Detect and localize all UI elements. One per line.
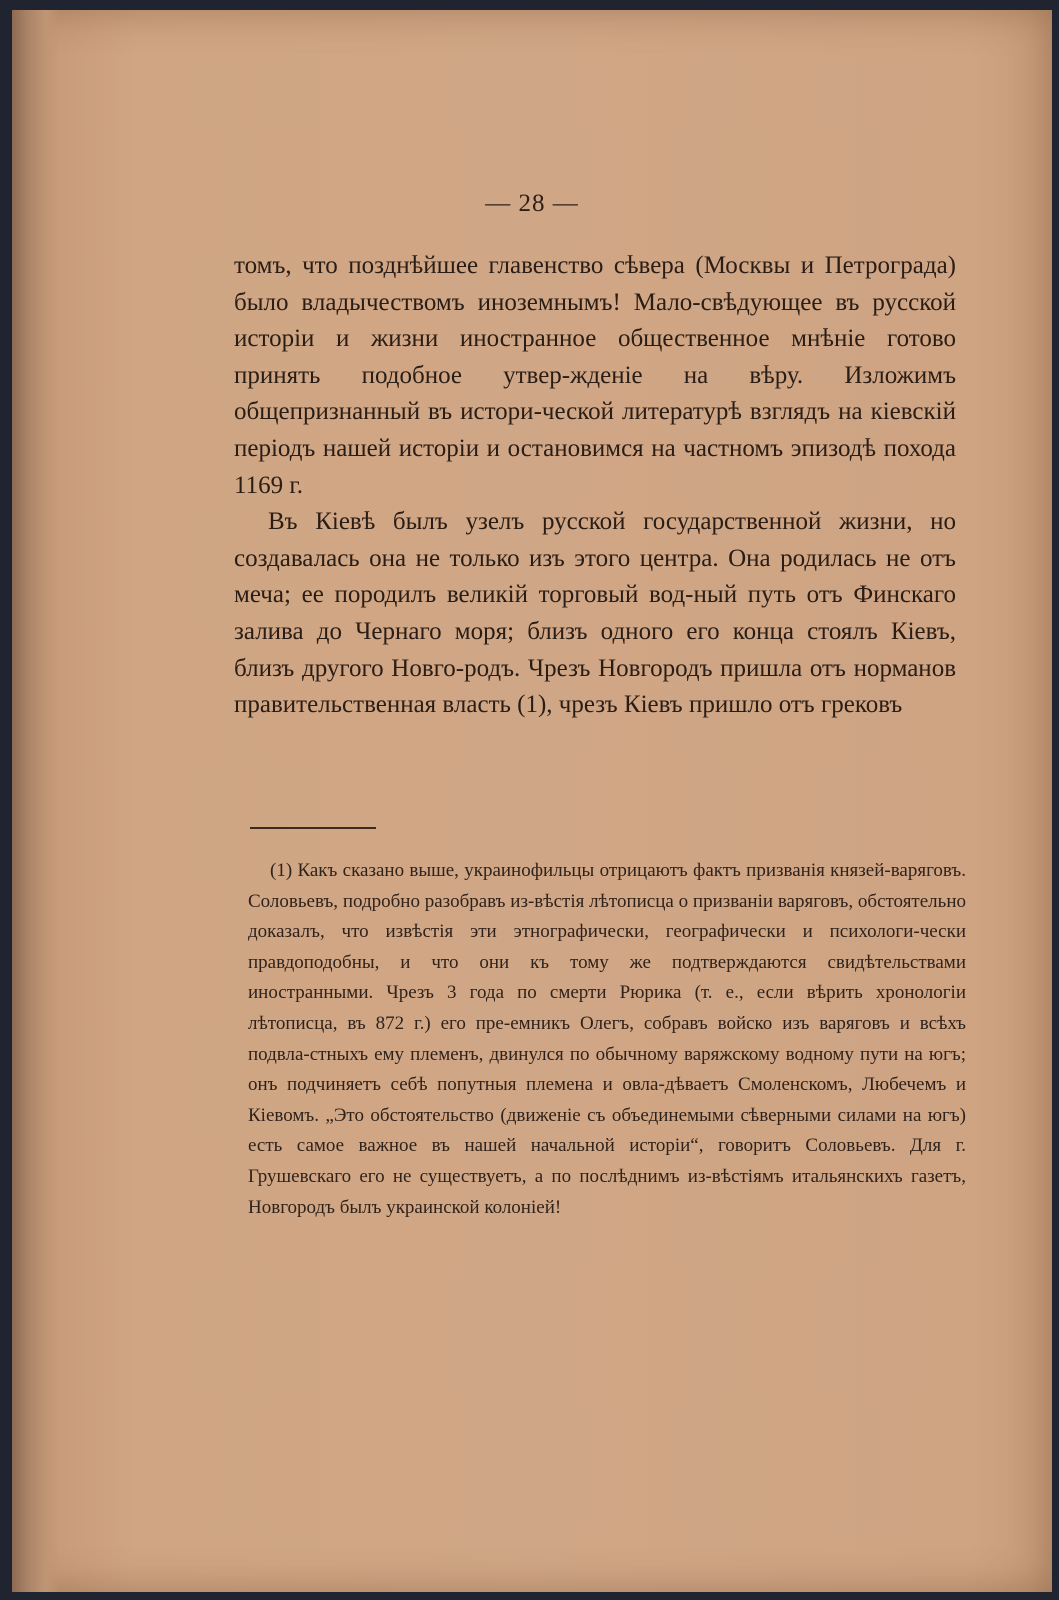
footnote-divider <box>250 827 376 829</box>
page-number: — 28 — <box>485 190 579 217</box>
footnote-text: (1) Какъ сказано выше, украинофильцы отрицаютъ фактъ призванія князей-варяговъ. Соловьевъ, подробно разобравъ из-вѣстія лѣтописца о призваніи варяговъ, обстоятельно доказалъ, что извѣстія эти этнографически, географически и психологи-чески правдоподобны, и что они къ тому же подтверждаются свидѣтельствами иностранными. Чрезъ 3 года по смерти Рюрика (т. е., если вѣрить хронологіи лѣтописца, въ 872 г.) его пре-емникъ Олегъ, собравъ войско изъ варяговъ и всѣхъ подвла-стныхъ ему племенъ, двинулся по обычному варяжскому водному пути на югъ; онъ подчиняетъ себѣ попутныя племена и овла-дѣваетъ Смоленскомъ, Любечемъ и Кіевомъ. „Это обстоятельство (движеніе съ объединемыми сѣверными силами на югъ) есть самое важное въ нашей начальной исторіи“, говоритъ Соловьевъ. Для г. Грушевскаго его не существуетъ, а по послѣднимъ из-вѣстіямъ итальянскихъ газетъ, Новгородъ былъ украинской колоніей! <box>248 860 966 1218</box>
paragraph-1: томъ, что позднѣйшее главенство сѣвера (Москвы и Петрограда) было владычествомъ иноземнымъ! Мало-свѣдующее въ русской исторіи и жизни иностранное общественное мнѣніе готово принять подобное утвер-жденіе на вѣру. Изложимъ общепризнанный въ истори-ческой литературѣ взглядъ на кіевскій періодъ нашей исторіи и остановимся на частномъ эпизодѣ похода 1169 г. <box>234 252 956 499</box>
main-text <box>234 248 956 724</box>
page-spine-edge <box>12 10 60 1592</box>
paragraph-2: Въ Кіевѣ былъ узелъ русской государственной жизни, но создавалась она не только изъ этого центра. Она родилась не отъ меча; ее породилъ великій торговый вод-ный путь отъ Финскаго залива до Чернаго моря; близъ одного его конца стоялъ Кіевъ, близъ другого Новго-родъ. Чрезъ Новгородъ пришла отъ норманов правительственная власть (1), чрезъ Кіевъ пришло отъ грековъ <box>234 508 956 719</box>
book-page <box>12 10 1052 1592</box>
